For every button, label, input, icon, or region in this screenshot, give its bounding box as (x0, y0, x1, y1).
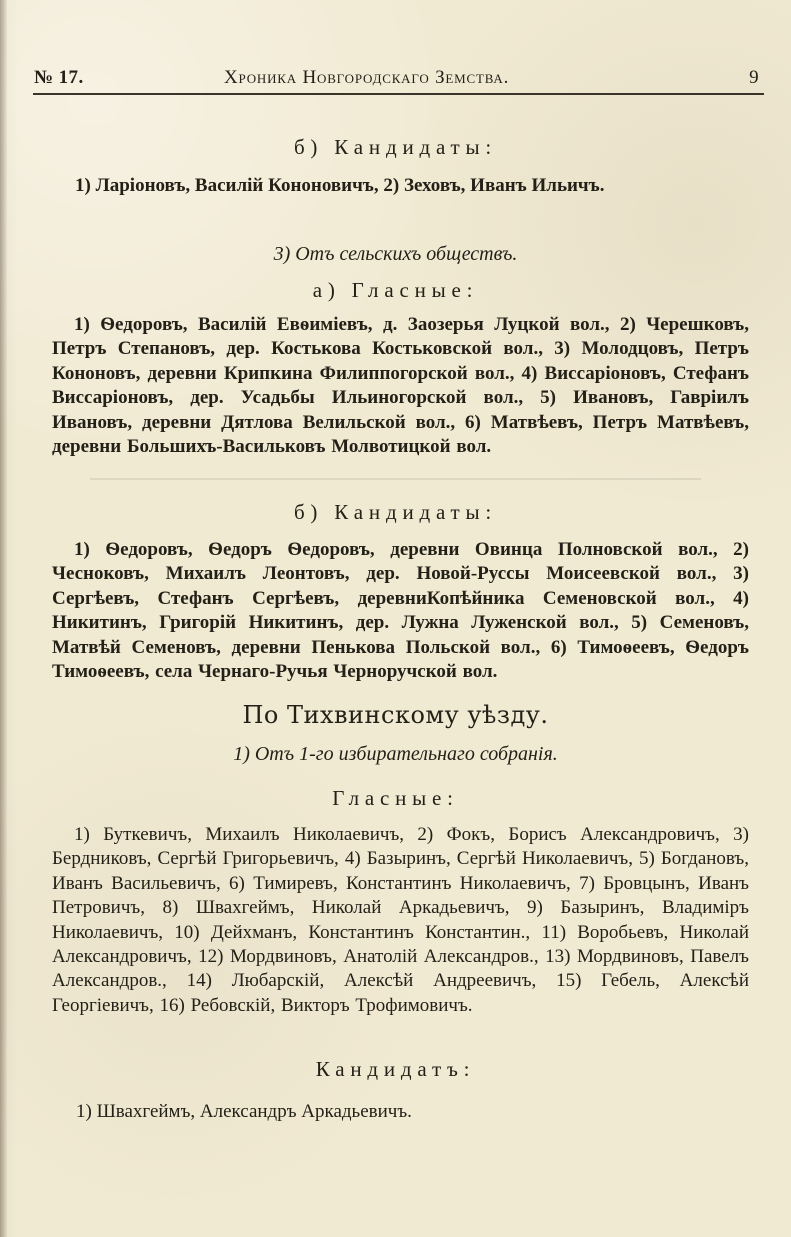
bleed-through-line (90, 478, 701, 480)
header-rule (33, 93, 764, 95)
deputies-paragraph-3: 1) Буткевичъ, Михаилъ Николаевичъ, 2) Фокъ, Борисъ Александровичъ, 3) Бердниковъ, Сергѣй Григорьевичъ, 4) Базыринъ, Сергѣй Николаевичъ, 5) Богдановъ, Иванъ Васильевичъ, 6) Тимиревъ, Константинъ Николаевичъ, 7) Бровцынъ, Иванъ Петровичъ, 8) Швахгеймъ, Николай Аркадьевичъ, 9) Базыринъ, Владиміръ Николаевичъ, 10) Дейхманъ, Константинъ Константин., 11) Воробьевъ, Николай Александровичъ, 12) Мордвиновъ, Анатолій Александров., 13) Мордвиновъ, Павелъ Александров., 14) Любарскій, Алексѣй Андреевичъ, 15) Гебель, Алексѣй Георгіевичъ, 16) Ребовскій, Викторъ Трофимовичъ. (52, 824, 749, 1016)
page-edge-shadow (0, 0, 7, 1237)
candidates-paragraph-2: 1) Ѳедоровъ, Ѳедоръ Ѳедоровъ, деревни Овинца Полновской вол., 2) Чесноковъ, Михаилъ Леонтовъ, дер. Новой-Руссы Моисеевской вол., 3) Сергѣевъ, Стефанъ Сергѣевъ, деревниКопѣйника Семеновской вол., 4) Никитинъ, Григорій Никитинъ, дер. Лужна Луженской вол., 5) Семеновъ, Матвѣй Семеновъ, деревни Пенькова Польской вол., 6) Тимоѳеевъ, Ѳедоръ Тимоѳеевъ, села Чернаго-Ручья Черноручской вол. (52, 539, 749, 683)
deputies-heading-3: Гласные: (332, 786, 459, 810)
candidates-heading-1: б) Кандидаты: (293, 135, 498, 159)
candidates-text-1: 1) Ларіоновъ, Василій Кононовичъ, 2) Зеховъ, Иванъ Ильичъ. (75, 175, 605, 196)
candidates-heading-2: б) Кандидаты: (293, 500, 498, 524)
candidate-text-3: 1) Швахгеймъ, Александръ Аркадьевичъ. (76, 1101, 412, 1122)
deputies-heading-2: а) Гласные: (312, 278, 479, 302)
deputies-paragraph-2: 1) Ѳедоровъ, Василій Евѳиміевъ, д. Заозерья Луцкой вол., 2) Черешковъ, Петръ Степановъ, дер. Костькова Костьковской вол., 3) Молодцовъ, Петръ Кононовъ, деревни Крипкина Филиппогорской вол., 4) Виссаріоновъ, Стефанъ Виссаріоновъ, дер. Усадьбы Ильиногорской вол., 5) Ивановъ, Гавріилъ Ивановъ, деревни Дятлова Велильской вол., 6) Матвѣевъ, Петръ Матвѣевъ, деревни Большихъ-Васильковъ Молвотицкой вол. (52, 314, 749, 458)
rural-societies-heading: 3) Отъ сельскихъ обществъ. (273, 243, 518, 265)
journal-title: Хроника Новгородскаго Земства. (224, 67, 510, 88)
tikhvin-district-heading: По Тихвинскому уѣзду. (242, 701, 549, 729)
issue-number: № 17. (34, 67, 84, 88)
page-number: 9 (749, 67, 759, 88)
candidate-heading-3: Кандидатъ: (315, 1057, 476, 1081)
first-assembly-heading: 1) Отъ 1-го избирательнаго собранія. (233, 743, 558, 765)
running-header (34, 67, 759, 91)
